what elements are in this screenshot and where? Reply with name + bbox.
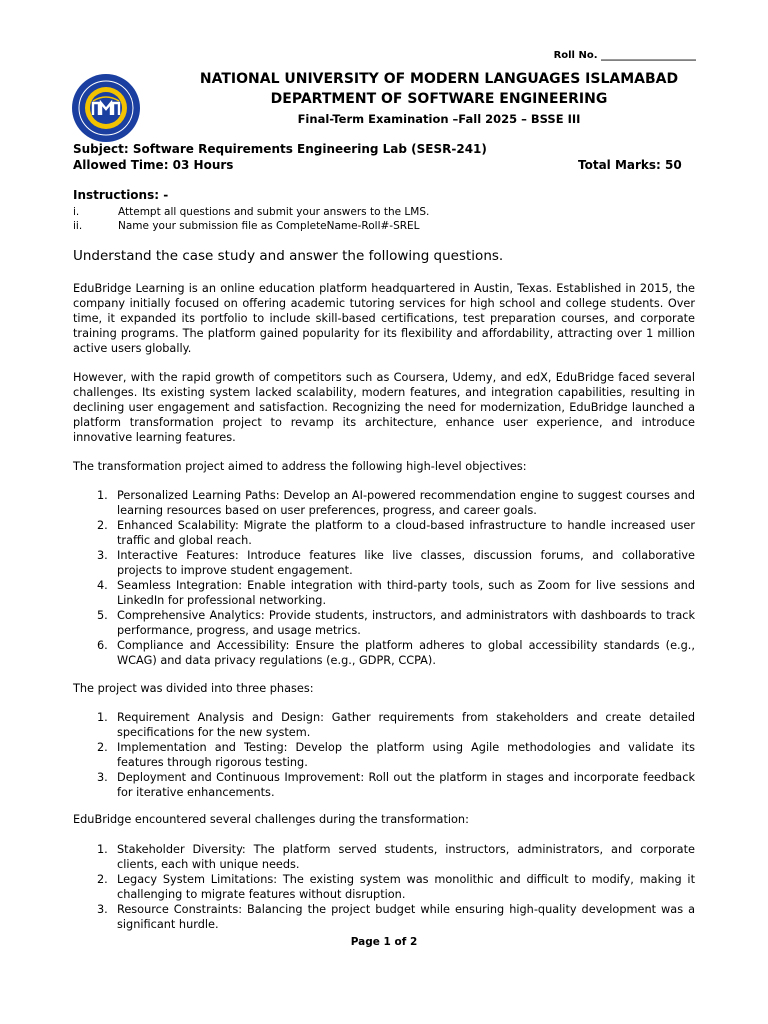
list-item <box>73 578 695 608</box>
list-item <box>73 872 695 902</box>
objectives-list <box>73 488 695 668</box>
list-number: 1. <box>97 711 108 724</box>
list-text: Deployment and Continuous Improvement: Roll out the platform in stages and incorporate feedback for iterative enhancements. <box>117 771 695 799</box>
list-number: 1. <box>97 843 108 856</box>
list-item <box>73 518 695 548</box>
list-text: Implementation and Testing: Develop the platform using Agile methodologies and validate its features through rigorous testing. <box>117 741 695 769</box>
list-number: 4. <box>97 579 108 592</box>
list-item <box>73 842 695 872</box>
list-item <box>73 770 695 800</box>
list-number: 3. <box>97 771 108 784</box>
department-name: DEPARTMENT OF SOFTWARE ENGINEERING <box>270 91 608 107</box>
list-text: Seamless Integration: Enable integration with third-party tools, such as Zoom for live sessions and LinkedIn for professional networking. <box>117 579 695 607</box>
list-number: 5. <box>97 609 108 622</box>
page-number: Page 1 of 2 <box>350 936 418 948</box>
challenges-list <box>73 842 695 932</box>
list-number: 6. <box>97 639 108 652</box>
case-paragraph-intro: EduBridge Learning is an online education platform headquartered in Austin, Texas. Established in 2015, the company initially focused on offering academic tutoring services for high school and college students. Over time, it expanded its portfolio to include skill-based certifications, test preparation courses, and corporate training programs. The platform gained popularity for its flexibility and affordability, attracting over 1 million active users globally. <box>73 282 695 355</box>
list-text: Interactive Features: Introduce features like live classes, discussion forums, and collaborative projects to improve student engagement. <box>117 549 695 577</box>
instruction-text: Name your submission file as CompleteName-Roll#-SREL <box>118 220 420 232</box>
instructions-heading: Instructions: - <box>73 188 169 202</box>
list-item <box>73 548 695 578</box>
case-paragraph-challenges: However, with the rapid growth of competitors such as Coursera, Udemy, and edX, EduBridge faced several challenges. Its existing system lacked scalability, modern features, and integration capabilities, resulting in declining user engagement and satisfaction. Recognizing the need for modernization, EduBridge launched a platform transformation project to revamp its architecture, enhance user experience, and introduce innovative learning features. <box>73 371 695 444</box>
list-number: 1. <box>97 489 108 502</box>
allowed-time: Allowed Time: 03 Hours <box>73 158 234 172</box>
list-number: 2. <box>97 519 108 532</box>
list-item <box>73 710 695 740</box>
list-text: Compliance and Accessibility: Ensure the platform adheres to global accessibility standards (e.g., WCAG) and data privacy regulations (e.g., GDPR, CCPA). <box>117 639 695 667</box>
list-text: Resource Constraints: Balancing the project budget while ensuring high-quality development was a significant hurdle. <box>117 903 695 931</box>
list-text: Stakeholder Diversity: The platform served students, instructors, administrators, and corporate clients, each with unique needs. <box>117 843 695 871</box>
instruction-number: i. <box>73 206 80 218</box>
list-number: 2. <box>97 873 108 886</box>
list-number: 3. <box>97 903 108 916</box>
total-marks: Total Marks: 50 <box>578 158 682 172</box>
university-logo <box>71 73 141 143</box>
list-number: 2. <box>97 741 108 754</box>
instruction-number: ii. <box>73 220 83 232</box>
objectives-intro: The transformation project aimed to address the following high-level objectives: <box>73 460 527 473</box>
subject-line: Subject: Software Requirements Engineering Lab (SESR-241) <box>73 142 487 156</box>
list-text: Enhanced Scalability: Migrate the platform to a cloud-based infrastructure to handle increased user traffic and global reach. <box>117 519 695 547</box>
roll-number-field: Roll No. ___________________ <box>553 50 696 61</box>
list-text: Requirement Analysis and Design: Gather requirements from stakeholders and create detailed specifications for the new system. <box>117 711 695 739</box>
list-item <box>73 902 695 932</box>
exam-title: Final-Term Examination –Fall 2025 – BSSE III <box>297 112 581 126</box>
list-item <box>73 740 695 770</box>
university-name: NATIONAL UNIVERSITY OF MODERN LANGUAGES ISLAMABAD <box>199 71 679 87</box>
list-number: 3. <box>97 549 108 562</box>
list-text: Personalized Learning Paths: Develop an AI-powered recommendation engine to suggest courses and learning resources based on user preferences, progress, and career goals. <box>117 489 695 517</box>
challenges-intro: EduBridge encountered several challenges during the transformation: <box>73 813 469 826</box>
case-study-prompt: Understand the case study and answer the following questions. <box>73 248 504 264</box>
list-text: Comprehensive Analytics: Provide students, instructors, and administrators with dashboards to track performance, progress, and usage metrics. <box>117 609 695 637</box>
list-text: Legacy System Limitations: The existing system was monolithic and difficult to modify, making it challenging to migrate features without disruption. <box>117 873 695 901</box>
phases-list <box>73 710 695 800</box>
phases-intro: The project was divided into three phases: <box>73 682 314 695</box>
list-item <box>73 638 695 668</box>
instruction-text: Attempt all questions and submit your answers to the LMS. <box>118 206 430 218</box>
list-item <box>73 608 695 638</box>
list-item <box>73 488 695 518</box>
